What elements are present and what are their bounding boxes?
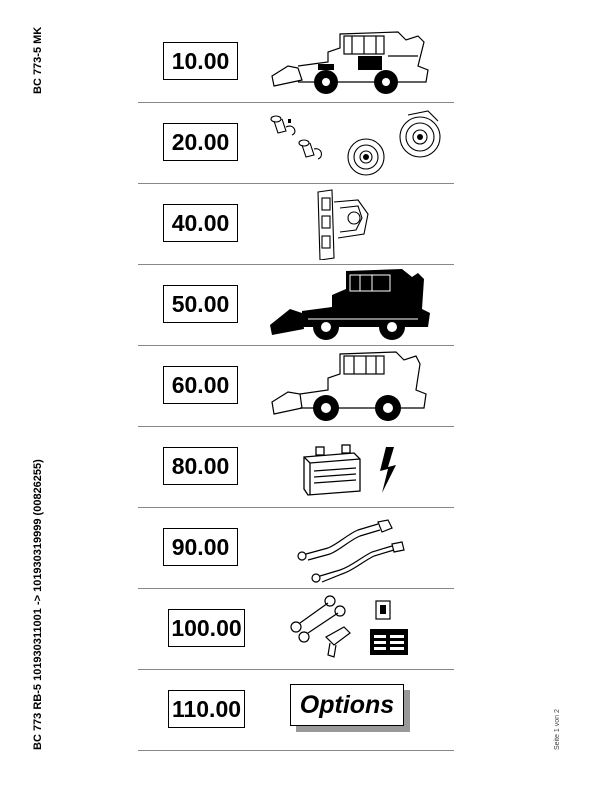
side-footer [24,420,44,750]
hydraulic-hoses-icon [268,512,444,584]
section-number[interactable]: 40.00 [163,204,238,242]
side-header [24,24,44,104]
serial-range-text: BC 773 RB-5 101930311001 -> 101930319999 (00826255) [32,459,44,750]
section-index [138,22,454,751]
compactor-machine-icon [268,26,444,98]
section-number[interactable]: 100.00 [168,609,245,647]
section-row[interactable] [138,508,454,589]
tools-and-decals-icon [268,593,444,665]
section-number[interactable]: 80.00 [163,447,238,485]
section-number[interactable]: 10.00 [163,42,238,80]
compactor-machine-dark-icon [268,269,444,341]
compactor-machine-wheels-icon [268,350,444,422]
section-number[interactable]: 50.00 [163,285,238,323]
section-row[interactable] [138,589,454,670]
page-indicator [550,680,564,750]
section-row[interactable] [138,346,454,427]
section-row[interactable] [138,103,454,184]
section-row[interactable] [138,265,454,346]
section-row[interactable] [138,670,454,751]
section-number[interactable]: 90.00 [163,528,238,566]
section-row[interactable] [138,427,454,508]
model-code-text: BC 773-5 MK [32,26,44,94]
section-number[interactable]: 20.00 [163,123,238,161]
section-row[interactable] [138,184,454,265]
section-number[interactable]: 110.00 [168,690,245,728]
section-number[interactable]: 60.00 [163,366,238,404]
frame-hitch-icon [268,188,444,260]
drive-components-icon [268,107,444,179]
page-indicator-text: Seite 1 von 2 [554,709,561,750]
section-row[interactable] [138,22,454,103]
battery-electric-icon [268,431,444,503]
options-badge[interactable]: Options [290,684,404,726]
